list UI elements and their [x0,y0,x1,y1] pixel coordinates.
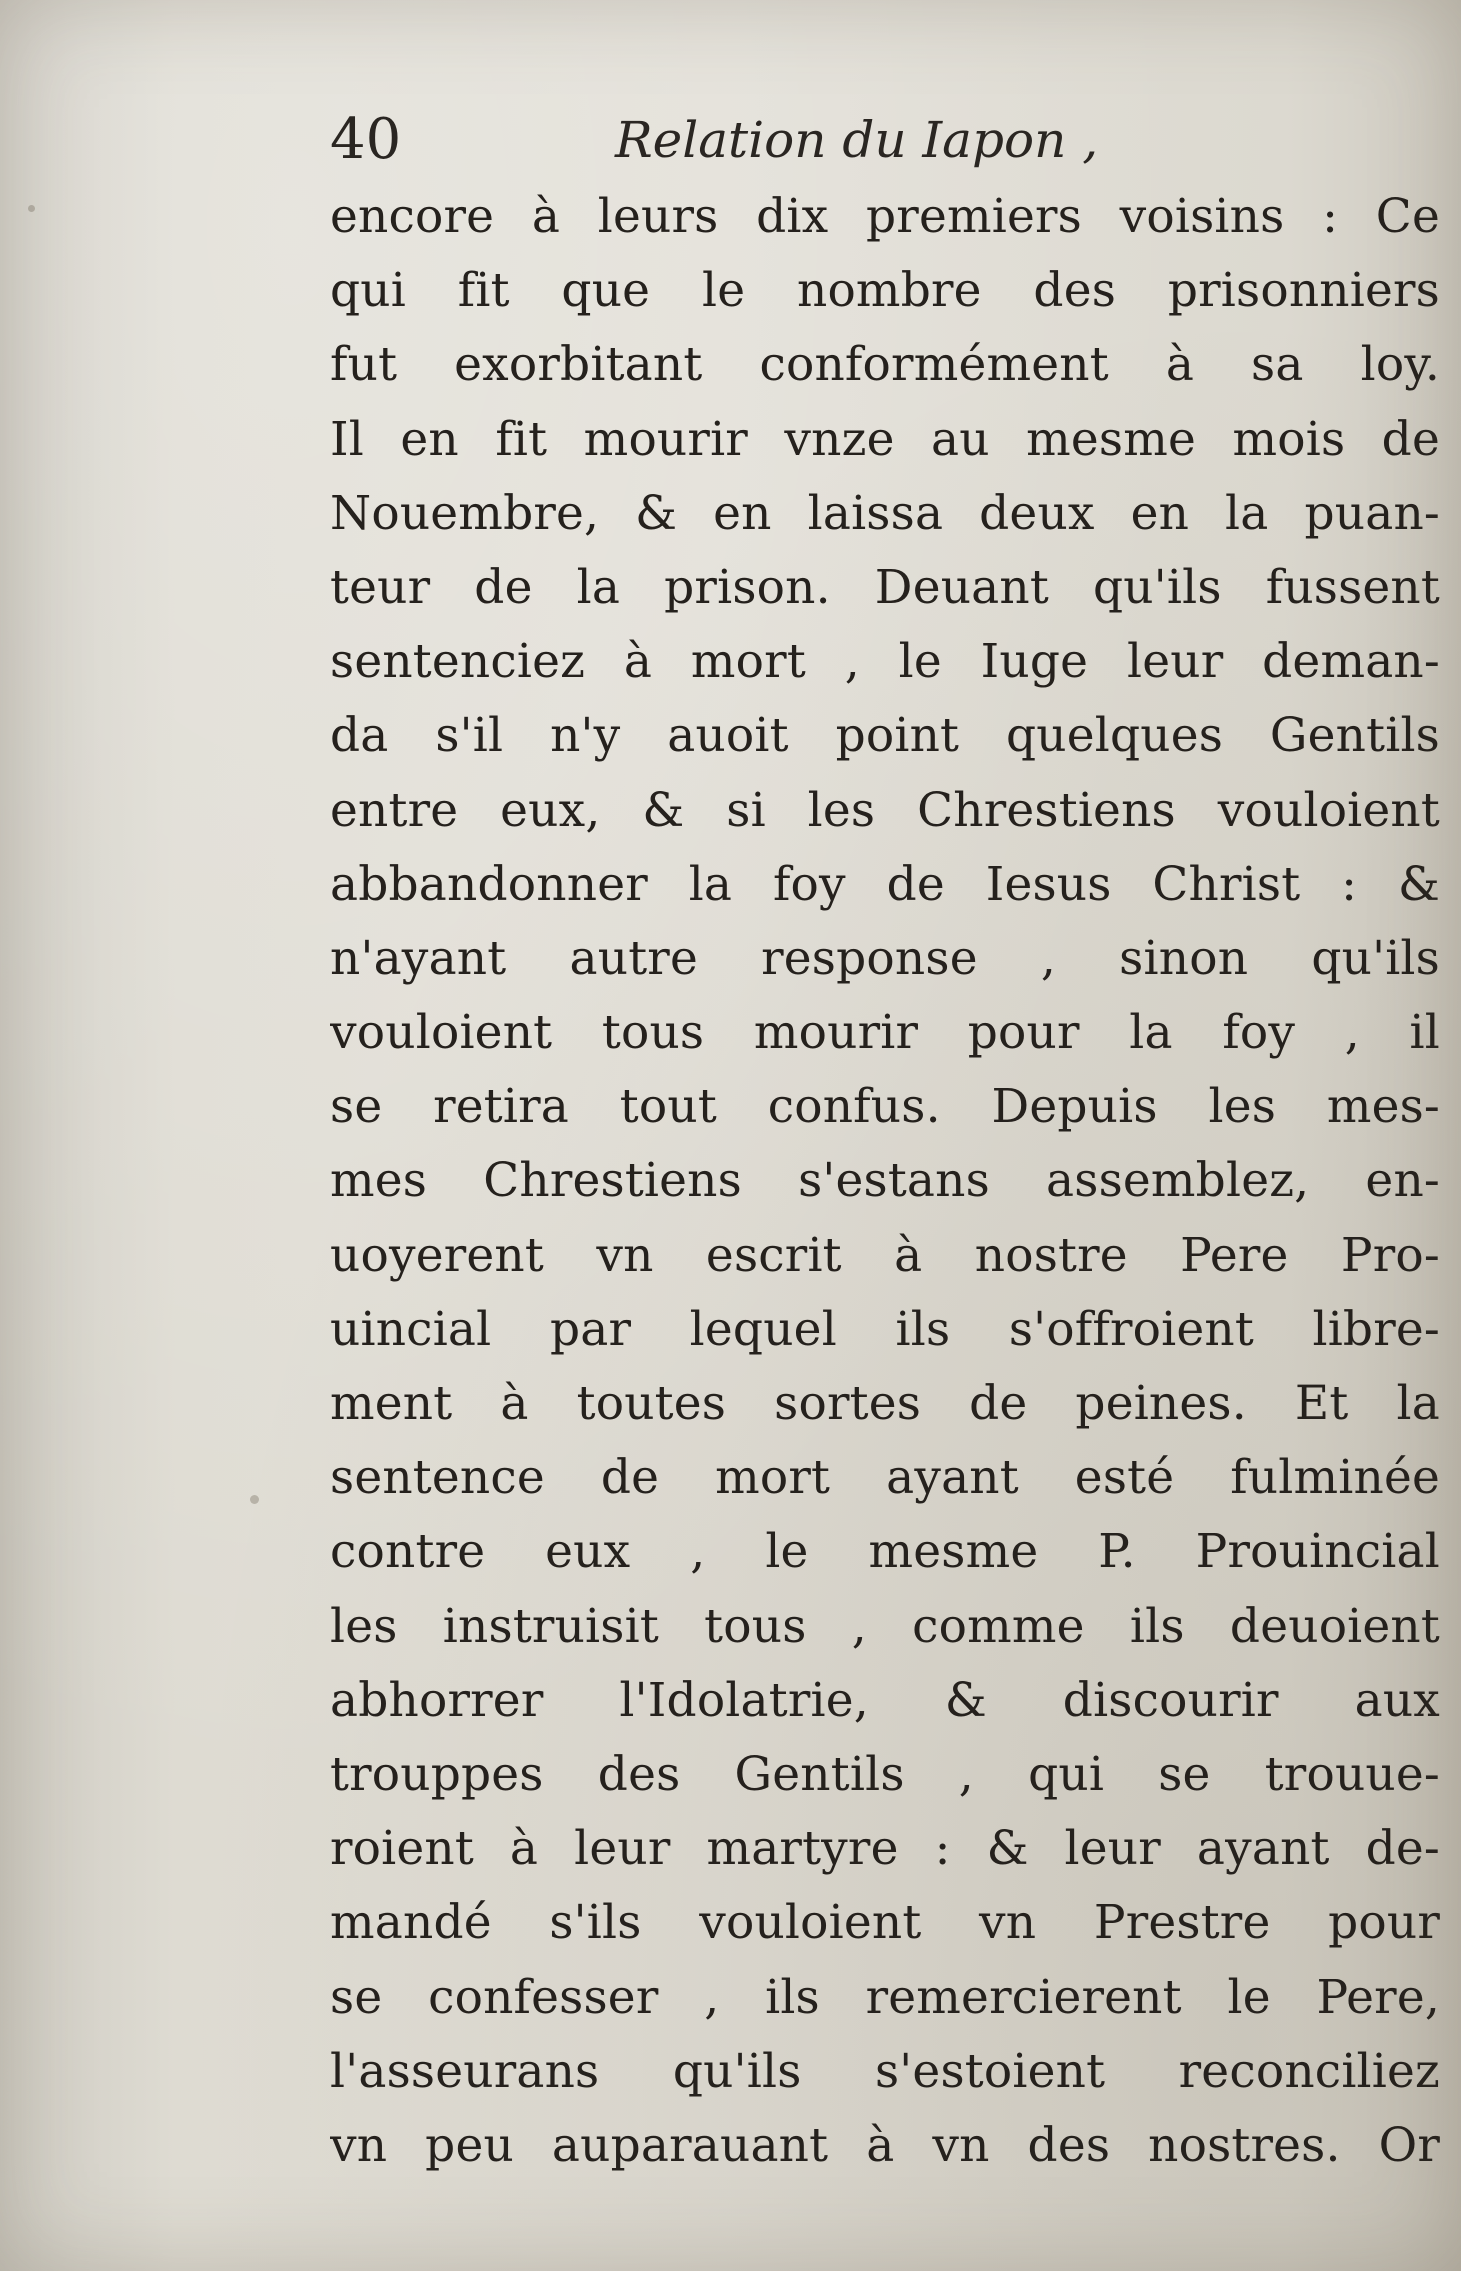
text-line: se retira tout confus. Depuis les mes- [330,1079,1440,1135]
text-line: roient à leur martyre : & leur ayant de- [330,1821,1440,1877]
text-line: qui fit que le nombre des prisonniers [330,263,1440,319]
text-line: uincial par lequel ils s'offroient libre- [330,1301,1440,1357]
text-line: teur de la prison. Deuant qu'ils fussent [330,559,1440,615]
text-line: vouloient tous mourir pour la foy , il [330,1005,1440,1061]
text-line: abbandonner la foy de Iesus Christ : & [330,856,1440,912]
running-title: Relation du Iapon , [615,111,1099,169]
body-text [330,180,1440,2183]
text-line: uoyerent vn escrit à nostre Pere Pro- [330,1227,1440,1283]
text-line: Il en fit mourir vnze au mesme mois de [330,411,1440,467]
text-line: se confesser , ils remercierent le Pere, [330,1969,1440,2025]
text-line: mandé s'ils vouloient vn Prestre pour [330,1895,1440,1951]
page-number: 40 [330,107,402,172]
text-line: l'asseurans qu'ils s'estoient reconciliez [330,2043,1440,2099]
text-line: les instruisit tous , comme ils deuoient [330,1598,1440,1654]
text-line: sentence de mort ayant esté fulminée [330,1450,1440,1506]
text-line: abhorrer l'Idolatrie, & discourir aux [330,1672,1440,1728]
text-line: Nouembre, & en laissa deux en la puan- [330,485,1440,541]
text-line: contre eux , le mesme P. Prouincial [330,1524,1440,1580]
text-line: sentenciez à mort , le Iuge leur deman- [330,634,1440,690]
running-head [330,100,1430,180]
text-line: n'ayant autre response , sinon qu'ils [330,930,1440,986]
paper-stain [250,1495,259,1504]
text-line: trouppes des Gentils , qui se trouue- [330,1746,1440,1802]
paper-stain [28,205,35,212]
text-line: encore à leurs dix premiers voisins : Ce [330,189,1440,244]
text-line: entre eux, & si les Chrestiens vouloient [330,782,1440,838]
text-line: fut exorbitant conformément à sa loy. [330,337,1440,393]
text-line: mes Chrestiens s'estans assemblez, en- [330,1153,1440,1209]
text-line: da s'il n'y auoit point quelques Gentils [330,708,1440,764]
text-line: ment à toutes sortes de peines. Et la [330,1376,1440,1431]
text-line: vn peu auparauant à vn des nostres. Or [330,2117,1440,2173]
